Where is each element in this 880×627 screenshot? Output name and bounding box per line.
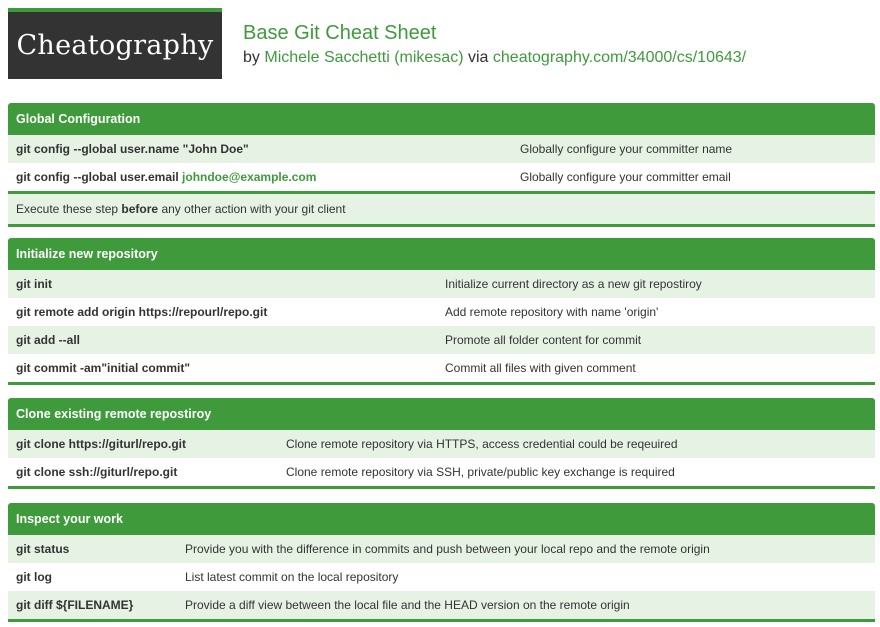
table-row	[8, 591, 875, 619]
section-clone-repository	[8, 398, 875, 489]
table-row	[8, 563, 875, 591]
description-cell: Promote all folder content for commit	[445, 333, 642, 347]
via-label: via	[467, 49, 489, 66]
table-row	[8, 298, 875, 326]
section-title: Global Configuration	[8, 103, 875, 135]
command-cell: git clone https://giturl/repo.git	[16, 437, 186, 451]
command-cell: git log	[16, 570, 52, 584]
table-row	[8, 163, 875, 191]
description-cell: Provide you with the difference in commits and push between your local repo and the remote origin	[185, 542, 710, 556]
command-cell: git config --global user.email johndoe@example.com	[16, 170, 317, 184]
command-cell: git commit -am"initial commit"	[16, 361, 191, 375]
description-cell: Provide a diff view between the local file and the HEAD version on the remote origin	[185, 598, 630, 612]
command-cell: git init	[16, 277, 52, 291]
by-label: by	[243, 49, 260, 66]
section-inspect-work	[8, 503, 875, 622]
cheatography-logo[interactable]	[8, 8, 222, 79]
source-url-link[interactable]: cheatography.com/34000/cs/10643/	[492, 49, 747, 66]
table-row	[8, 458, 875, 486]
logo-text: Cheatography	[16, 30, 214, 61]
description-cell: Clone remote repository via SSH, private/public key exchange is required	[286, 465, 675, 479]
table-row	[8, 354, 875, 382]
table-row	[8, 270, 875, 298]
description-cell: Commit all files with given comment	[445, 361, 636, 375]
author-link[interactable]: Michele Sacchetti (mikesac)	[264, 49, 464, 66]
description-cell: Globally configure your committer email	[520, 170, 731, 184]
command-cell: git diff ${FILENAME}	[16, 598, 134, 612]
section-initialize-repository	[8, 238, 875, 385]
description-cell: Globally configure your committer name	[520, 142, 733, 156]
table-row	[8, 430, 875, 458]
command-cell: git config --global user.name "John Doe"	[16, 142, 249, 156]
section-title: Clone existing remote repostiroy	[8, 398, 875, 430]
table-row	[8, 535, 875, 563]
command-cell: git remote add origin https://repourl/repo.git	[16, 305, 268, 319]
page-title: Base Git Cheat Sheet	[243, 22, 437, 44]
command-cell: git add --all	[16, 333, 80, 347]
section-note: Execute these step before any other action with your git client	[8, 191, 875, 224]
byline	[243, 49, 746, 67]
description-cell: List latest commit on the local repository	[185, 570, 399, 584]
section-title: Inspect your work	[8, 503, 875, 535]
command-cell: git clone ssh://giturl/repo.git	[16, 465, 178, 479]
email-example: johndoe@example.com	[182, 170, 317, 184]
description-cell: Initialize current directory as a new git repostiroy	[445, 277, 702, 291]
section-global-configuration	[8, 103, 875, 227]
description-cell: Add remote repository with name 'origin'	[445, 305, 659, 319]
command-cell: git status	[16, 542, 70, 556]
table-row	[8, 326, 875, 354]
section-title: Initialize new repository	[8, 238, 875, 270]
description-cell: Clone remote repository via HTTPS, access credential could be reqeuired	[286, 437, 678, 451]
table-row	[8, 135, 875, 163]
